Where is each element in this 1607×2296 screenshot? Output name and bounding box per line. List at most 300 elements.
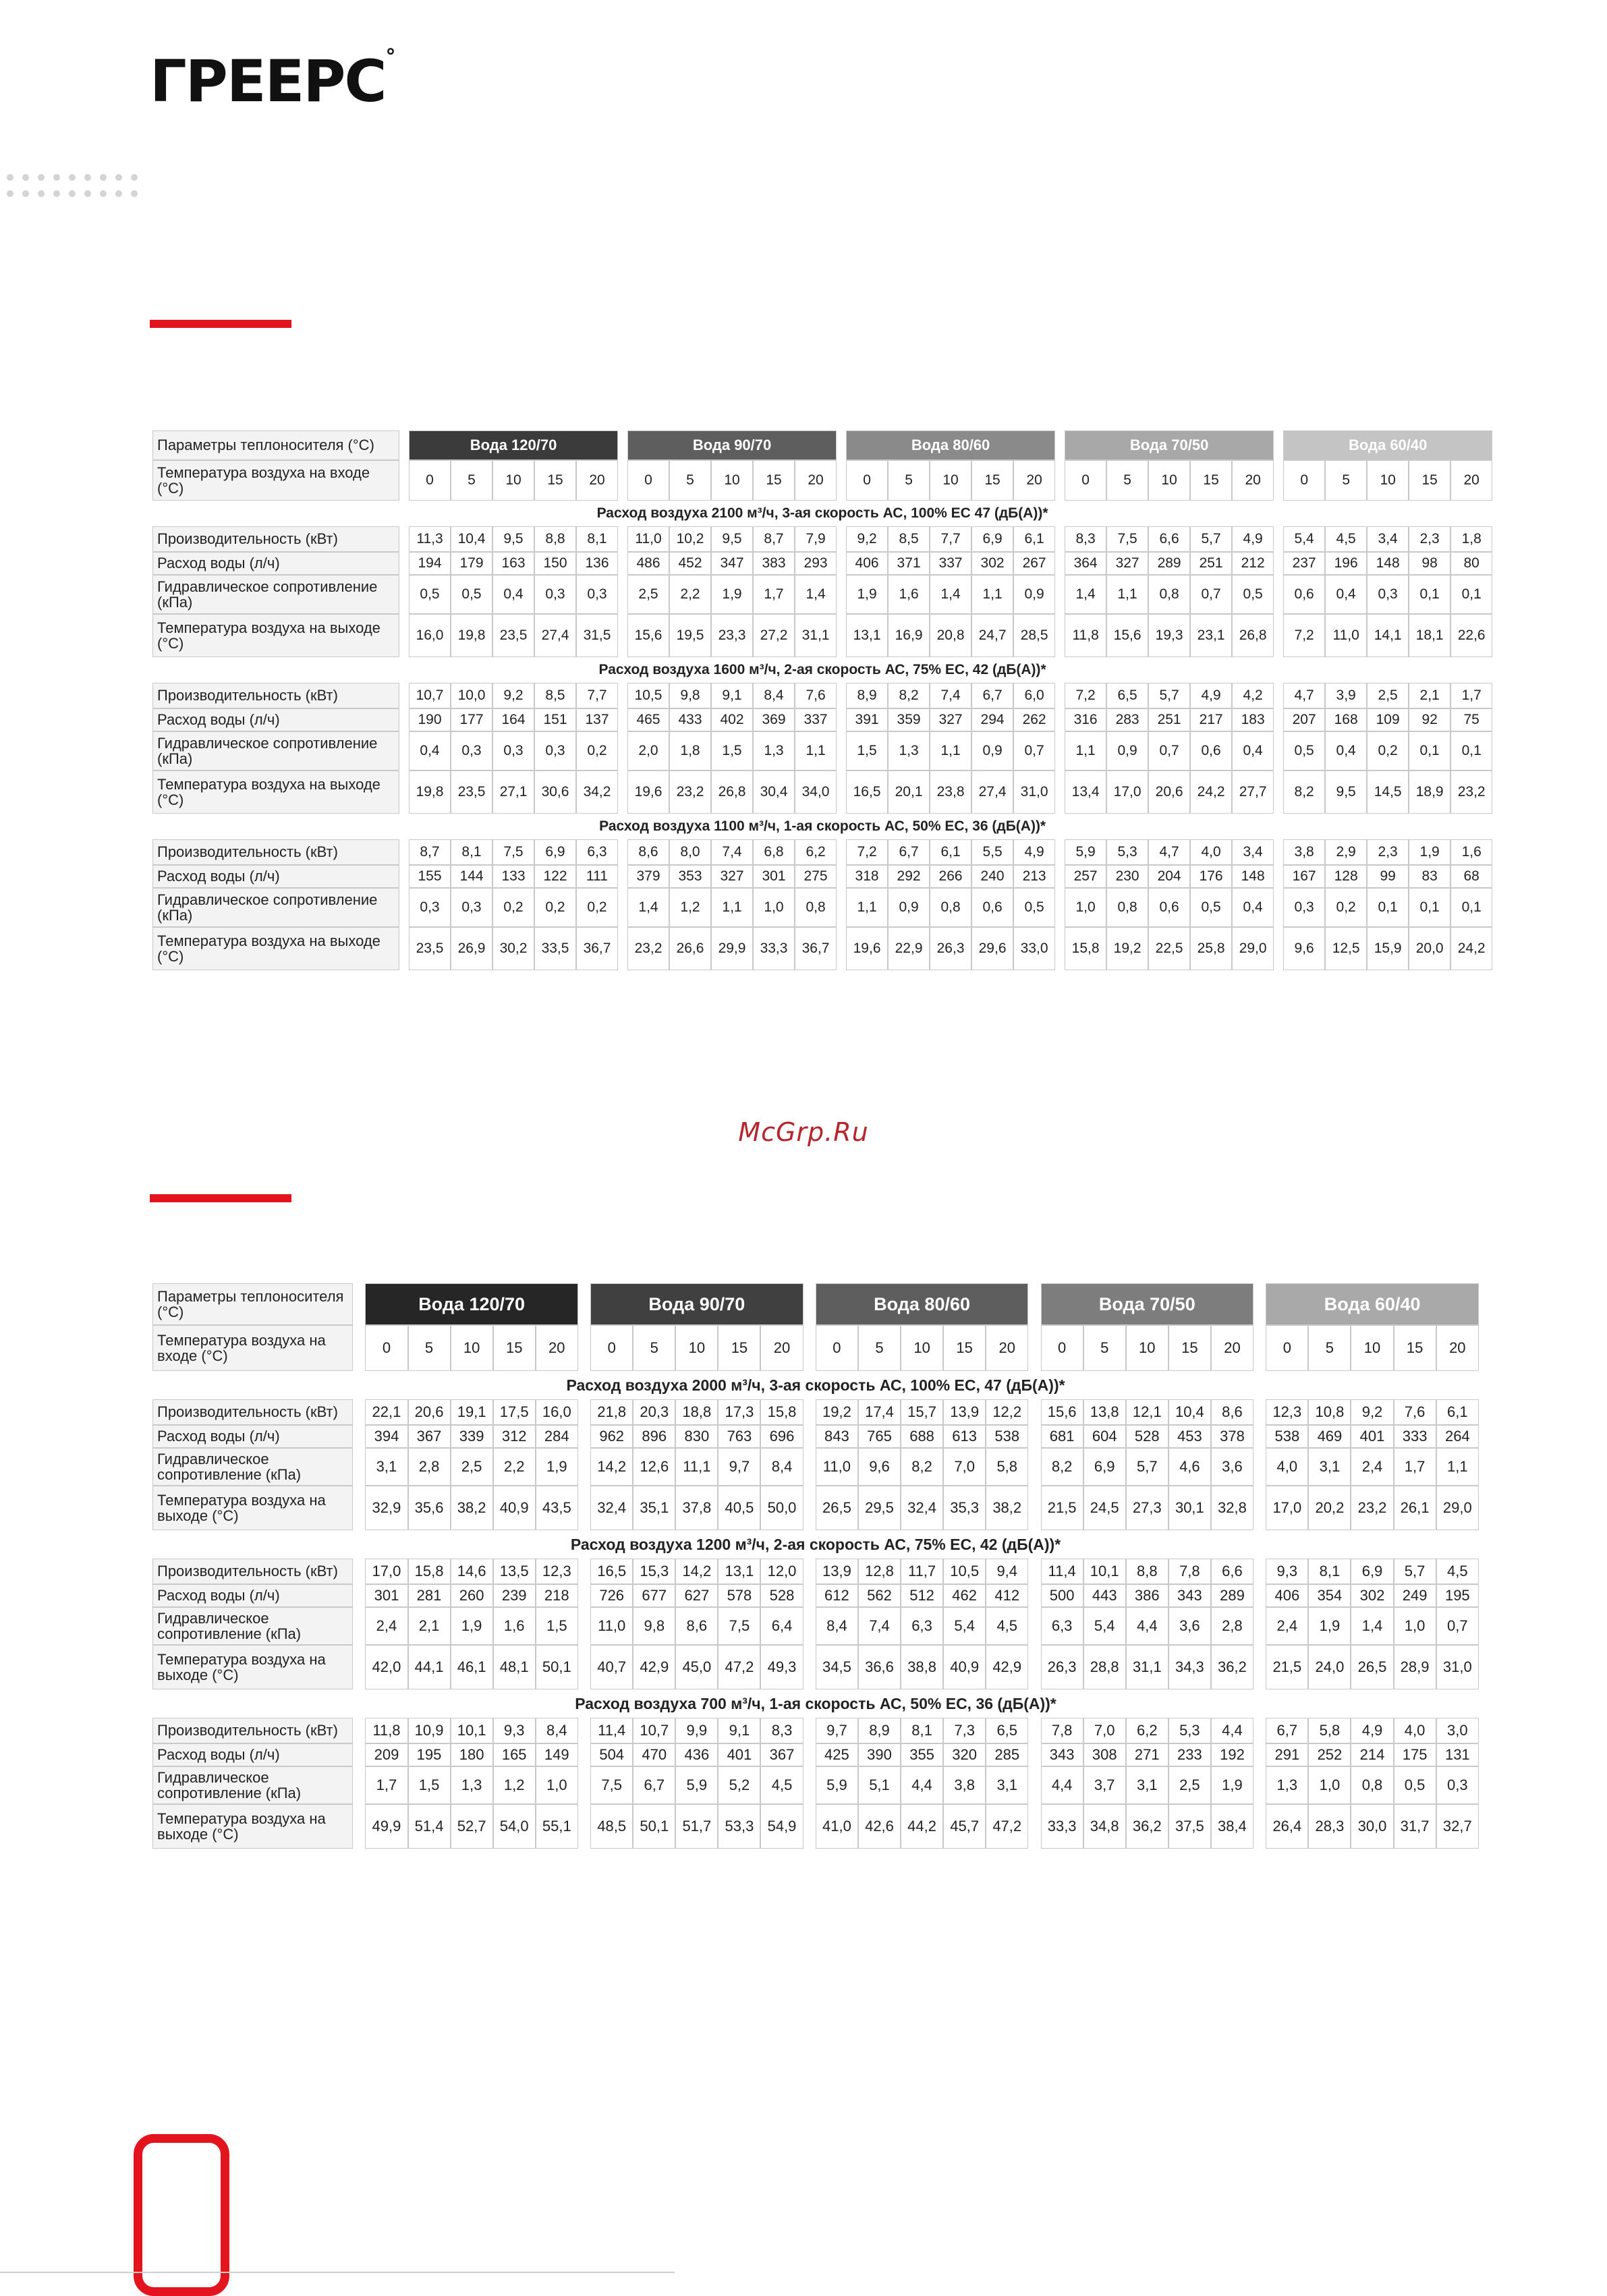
table-cell: 0,3 [1283,888,1325,927]
table-cell: 4,0 [1266,1448,1308,1486]
table-cell: 5,1 [858,1766,901,1804]
header-row [152,1283,1479,1325]
table-cell: 266 [930,865,971,888]
table-cell: 16,0 [536,1399,578,1425]
table-cell: 26,9 [451,927,492,970]
table-cell: 8,6 [675,1607,718,1645]
table-cell: 4,7 [1148,839,1190,865]
table-cell: 11,3 [409,526,451,552]
table-cell: 896 [633,1425,675,1448]
table-cell: 267 [1013,552,1055,575]
table-row [152,614,1492,657]
table-cell: 1,9 [1308,1607,1351,1645]
table-cell: 318 [846,865,888,888]
table-cell: 4,4 [1041,1766,1083,1804]
table-cell: 15,7 [901,1399,943,1425]
table-cell: 10,4 [1168,1399,1211,1425]
table-row [152,1743,1479,1766]
table-cell: 3,8 [943,1766,986,1804]
table-cell: 19,8 [451,614,492,657]
table-cell: 1,8 [1450,526,1492,552]
table-cell: 92 [1409,708,1450,731]
table-cell: 27,3 [1126,1486,1168,1530]
table-cell: 164 [492,708,534,731]
row-label: Температура воздуха на выходе (°C) [152,771,399,814]
brand-logo-degree: ° [385,45,395,69]
row-label: Производительность (кВт) [152,526,399,552]
airflow-section-title: Расход воздуха 2100 м³/ч, 3-ая скорость АС, 100% ЕС 47 (дБ(А))* [152,501,1492,526]
table-cell: 390 [858,1743,901,1766]
table-cell: 1,0 [1065,888,1106,927]
table-cell: 386 [1126,1584,1168,1607]
table-cell: 7,2 [1065,683,1106,708]
table-cell: 42,9 [986,1645,1028,1689]
table-cell: 38,2 [986,1486,1028,1530]
inlet-temp-value: 0 [1065,460,1106,501]
inlet-temp-value: 0 [590,1325,633,1371]
table-cell: 538 [986,1425,1028,1448]
table-cell: 23,5 [492,614,534,657]
row-label: Расход воды (л/ч) [152,552,399,575]
table-cell: 7,4 [711,839,753,865]
table-cell: 10,7 [409,683,451,708]
watermark: McGrp.Ru [738,1117,869,1147]
table-cell: 32,8 [1211,1486,1253,1530]
table-cell: 688 [901,1425,943,1448]
table-cell: 355 [901,1743,943,1766]
water-group-header: Вода 90/70 [627,430,837,460]
table-cell: 24,5 [1083,1486,1126,1530]
table-cell: 612 [816,1584,858,1607]
table-cell: 148 [1232,865,1274,888]
table-cell: 6,3 [1041,1607,1083,1645]
table-cell: 402 [711,708,753,731]
row-label: Температура воздуха на выходе (°C) [152,1645,353,1689]
table-cell: 316 [1065,708,1106,731]
table-cell: 302 [971,552,1013,575]
table-cell: 9,2 [1351,1399,1393,1425]
table-cell: 275 [795,865,837,888]
table-cell: 42,9 [633,1645,675,1689]
table-cell: 327 [930,708,971,731]
table-cell: 0,1 [1409,731,1450,771]
airflow-section-row [152,1371,1479,1399]
table-cell: 21,5 [1266,1645,1308,1689]
table-cell: 1,9 [1409,839,1450,865]
section-accent-bar [150,1194,291,1202]
table-cell: 26,5 [1351,1645,1393,1689]
table-cell: 168 [1325,708,1367,731]
table-cell: 49,9 [365,1804,407,1849]
inlet-temp-value: 5 [633,1325,675,1371]
table-cell: 8,8 [534,526,576,552]
table-cell: 264 [1436,1425,1479,1448]
table-cell: 10,8 [1308,1399,1351,1425]
inlet-temp-value: 20 [795,460,837,501]
inlet-temp-value: 5 [1106,460,1148,501]
table-cell: 0,3 [534,575,576,614]
table-cell: 11,0 [627,526,669,552]
table-cell: 26,1 [1394,1486,1436,1530]
table-row [152,526,1492,552]
table-cell: 8,1 [451,839,492,865]
table-cell: 36,2 [1211,1645,1253,1689]
table-cell: 23,2 [1351,1486,1393,1530]
table-cell: 217 [1190,708,1232,731]
table-cell: 0,7 [1436,1607,1479,1645]
table-cell: 55,1 [536,1804,578,1849]
table-cell: 1,9 [536,1448,578,1486]
table-cell: 218 [536,1584,578,1607]
table-cell: 1,4 [1351,1607,1393,1645]
table-cell: 19,3 [1148,614,1190,657]
table-cell: 4,0 [1394,1718,1436,1743]
table-cell: 10,1 [451,1718,493,1743]
table-cell: 469 [1308,1425,1351,1448]
table-cell: 18,9 [1409,771,1450,814]
table-cell: 8,3 [1065,526,1106,552]
table-cell: 353 [669,865,711,888]
table-cell: 371 [888,552,930,575]
table-cell: 0,4 [1325,575,1367,614]
table-cell: 20,0 [1409,927,1450,970]
table-cell: 0,8 [1106,888,1148,927]
table-cell: 367 [760,1743,803,1766]
table-cell: 7,2 [1283,614,1325,657]
table-cell: 4,5 [986,1607,1028,1645]
table-cell: 8,4 [536,1718,578,1743]
table-cell: 1,9 [451,1607,493,1645]
table-cell: 44,2 [901,1804,943,1849]
table-cell: 7,6 [795,683,837,708]
table-cell: 12,3 [536,1559,578,1584]
table-cell: 11,0 [816,1448,858,1486]
table-cell: 192 [1211,1743,1253,1766]
table-cell: 0,6 [1283,575,1325,614]
table-cell: 1,5 [536,1607,578,1645]
inlet-temp-value: 0 [627,460,669,501]
table-cell: 35,6 [408,1486,451,1530]
table-cell: 15,3 [633,1559,675,1584]
inlet-temp-value: 10 [1367,460,1409,501]
table-cell: 5,4 [943,1607,986,1645]
table-cell: 0,3 [451,731,492,771]
table-cell: 0,9 [1013,575,1055,614]
table-cell: 24,0 [1308,1645,1351,1689]
row-label: Гидравлическое сопротивление (кПа) [152,731,399,771]
table-cell: 163 [492,552,534,575]
table-row [152,575,1492,614]
table-cell: 327 [711,865,753,888]
table-cell: 54,9 [760,1804,803,1849]
table-cell: 22,6 [1450,614,1492,657]
inlet-temp-value: 15 [1190,460,1232,501]
table-cell: 33,3 [753,927,795,970]
table-cell: 1,1 [1436,1448,1479,1486]
table-cell: 13,1 [846,614,888,657]
table-cell: 183 [1232,708,1274,731]
row-label: Температура воздуха на выходе (°C) [152,1804,353,1849]
table-cell: 2,8 [1211,1607,1253,1645]
table-cell: 14,1 [1367,614,1409,657]
table-cell: 0,2 [576,888,618,927]
table-cell: 10,4 [451,526,492,552]
table-cell: 0,3 [451,888,492,927]
table-cell: 1,4 [795,575,837,614]
table-cell: 3,4 [1232,839,1274,865]
table-cell: 7,5 [492,839,534,865]
table-cell: 0,7 [1148,731,1190,771]
airflow-section-title: Расход воздуха 700 м³/ч, 1-ая скорость АС, 50% ЕС, 36 (дБ(А))* [152,1689,1479,1718]
table-cell: 23,3 [711,614,753,657]
inlet-temp-value: 5 [408,1325,451,1371]
table-cell: 425 [816,1743,858,1766]
table-cell: 19,5 [669,614,711,657]
table-cell: 8,2 [901,1448,943,1486]
table-cell: 6,9 [1083,1448,1126,1486]
table-cell: 538 [1266,1425,1308,1448]
table-cell: 38,2 [451,1486,493,1530]
table-row [152,771,1492,814]
table-cell: 19,6 [627,771,669,814]
inlet-temp-value: 15 [971,460,1013,501]
table-cell: 7,0 [1083,1718,1126,1743]
table-cell: 7,9 [795,526,837,552]
table-cell: 11,8 [1065,614,1106,657]
table-cell: 23,2 [627,927,669,970]
table-cell: 681 [1041,1425,1083,1448]
table-cell: 4,4 [1211,1718,1253,1743]
table-cell: 2,5 [1168,1766,1211,1804]
table-cell: 677 [633,1584,675,1607]
table-cell: 1,2 [493,1766,536,1804]
inlet-temp-value: 15 [1394,1325,1436,1371]
table-cell: 10,5 [943,1559,986,1584]
table-cell: 17,0 [1266,1486,1308,1530]
table-cell: 9,6 [858,1448,901,1486]
table-cell: 3,7 [1083,1766,1126,1804]
table-cell: 7,2 [846,839,888,865]
table-cell: 0,5 [451,575,492,614]
table-cell: 0,5 [1232,575,1274,614]
table-cell: 339 [451,1425,493,1448]
table-cell: 32,7 [1436,1804,1479,1849]
table-cell: 212 [1232,552,1274,575]
table-cell: 406 [1266,1584,1308,1607]
table-cell: 5,5 [971,839,1013,865]
table-cell: 11,4 [590,1718,633,1743]
table-cell: 40,9 [943,1645,986,1689]
table-cell: 41,0 [816,1804,858,1849]
table-cell: 1,1 [711,888,753,927]
table-cell: 28,9 [1394,1645,1436,1689]
table-cell: 9,6 [1283,927,1325,970]
inlet-temp-value: 0 [846,460,888,501]
table-cell: 1,1 [1106,575,1148,614]
table-cell: 3,6 [1168,1607,1211,1645]
table-cell: 0,5 [1394,1766,1436,1804]
table-cell: 6,7 [633,1766,675,1804]
table-cell: 8,1 [1308,1559,1351,1584]
table-cell: 251 [1190,552,1232,575]
inlet-temp-value: 5 [1325,460,1367,501]
table-cell: 271 [1126,1743,1168,1766]
table-cell: 289 [1148,552,1190,575]
water-group-header: Вода 60/40 [1283,430,1492,460]
table-cell: 8,2 [1283,771,1325,814]
table-cell: 30,1 [1168,1486,1211,1530]
table-cell: 0,6 [971,888,1013,927]
table-cell: 14,2 [590,1448,633,1486]
table-cell: 6,3 [576,839,618,865]
table-cell: 137 [576,708,618,731]
inlet-temp-value: 0 [1266,1325,1308,1371]
table-cell: 8,9 [858,1718,901,1743]
table-cell: 465 [627,708,669,731]
table-cell: 284 [536,1425,578,1448]
table-cell: 1,7 [753,575,795,614]
table-cell: 0,7 [1013,731,1055,771]
table-cell: 1,0 [1308,1766,1351,1804]
table-cell: 42,0 [365,1645,407,1689]
row-label: Производительность (кВт) [152,1559,353,1584]
table-cell: 8,7 [753,526,795,552]
inlet-temp-value: 0 [816,1325,858,1371]
table-cell: 239 [493,1584,536,1607]
inlet-temp-value: 10 [930,460,971,501]
table-cell: 33,3 [1041,1804,1083,1849]
table-cell: 13,8 [1083,1399,1126,1425]
water-group-header: Вода 80/60 [816,1283,1028,1325]
table-cell: 6,1 [930,839,971,865]
table-cell: 9,5 [1325,771,1367,814]
table-cell: 470 [633,1743,675,1766]
table-cell: 233 [1168,1743,1211,1766]
table-cell: 21,5 [1041,1486,1083,1530]
table-cell: 11,8 [365,1718,407,1743]
table-cell: 383 [753,552,795,575]
table-cell: 109 [1367,708,1409,731]
table-cell: 0,2 [576,731,618,771]
table-cell: 31,0 [1436,1645,1479,1689]
table-cell: 528 [760,1584,803,1607]
water-group-header: Вода 90/70 [590,1283,803,1325]
table-cell: 0,4 [409,731,451,771]
table-cell: 0,2 [534,888,576,927]
table-cell: 1,5 [846,731,888,771]
table-cell: 25,8 [1190,927,1232,970]
table-cell: 15,8 [760,1399,803,1425]
table-cell: 19,6 [846,927,888,970]
brand-logo-text: ГРЕЕРС [150,48,386,115]
table-cell: 4,9 [1190,683,1232,708]
table-cell: 13,4 [1065,771,1106,814]
table-cell: 16,9 [888,614,930,657]
table-cell: 512 [901,1584,943,1607]
table-cell: 0,6 [1148,888,1190,927]
table-cell: 9,2 [492,683,534,708]
table-cell: 9,7 [718,1448,760,1486]
table-row [152,1607,1479,1645]
table-cell: 8,5 [888,526,930,552]
table-cell: 37,8 [675,1486,718,1530]
inlet-temp-value: 20 [1211,1325,1253,1371]
table-cell: 28,3 [1308,1804,1351,1849]
table-cell: 136 [576,552,618,575]
table-cell: 23,5 [409,927,451,970]
inlet-temp-value: 5 [1308,1325,1351,1371]
table-cell: 151 [534,708,576,731]
row-label: Производительность (кВт) [152,1399,353,1425]
table-cell: 19,2 [816,1399,858,1425]
table-cell: 0,8 [1148,575,1190,614]
airflow-section-row [152,1530,1479,1559]
table-cell: 31,5 [576,614,618,657]
table-cell: 34,3 [1168,1645,1211,1689]
inlet-temp-value: 0 [1283,460,1325,501]
table-cell: 22,9 [888,927,930,970]
table-cell: 29,0 [1232,927,1274,970]
table-cell: 0,8 [1351,1766,1393,1804]
table-cell: 53,3 [718,1804,760,1849]
table-cell: 401 [718,1743,760,1766]
inlet-temp-value: 5 [1083,1325,1126,1371]
table-cell: 0,4 [1232,888,1274,927]
table-cell: 0,2 [1325,888,1367,927]
table-cell: 36,6 [858,1645,901,1689]
water-group-header: Вода 120/70 [365,1283,577,1325]
table-cell: 149 [536,1743,578,1766]
table-cell: 19,1 [451,1399,493,1425]
table-cell: 0,9 [888,888,930,927]
table-cell: 16,0 [409,614,451,657]
performance-table-1 [152,430,1492,970]
table-cell: 48,5 [590,1804,633,1849]
table-cell: 0,5 [1283,731,1325,771]
table-cell: 8,3 [760,1718,803,1743]
inlet-temp-value: 5 [858,1325,901,1371]
table-cell: 27,4 [534,614,576,657]
table-cell: 2,4 [1266,1607,1308,1645]
table-cell: 1,0 [536,1766,578,1804]
table-cell: 7,5 [590,1766,633,1804]
table-cell: 9,3 [1266,1559,1308,1584]
table-cell: 285 [986,1743,1028,1766]
table-cell: 7,8 [1041,1718,1083,1743]
table-cell: 26,5 [816,1486,858,1530]
row-label: Расход воды (л/ч) [152,708,399,731]
table-cell: 0,7 [1190,575,1232,614]
airflow-section-row [152,1689,1479,1718]
inlet-temp-value: 0 [365,1325,407,1371]
inlet-temp-value: 20 [986,1325,1028,1371]
table-cell: 0,3 [492,731,534,771]
table-cell: 6,7 [888,839,930,865]
table-cell: 5,2 [718,1766,760,1804]
table-cell: 27,1 [492,771,534,814]
table-cell: 252 [1308,1743,1351,1766]
table-cell: 45,0 [675,1645,718,1689]
table-row [152,1804,1479,1849]
water-group-header: Вода 70/50 [1041,1283,1253,1325]
table-cell: 17,0 [1106,771,1148,814]
table-cell: 257 [1065,865,1106,888]
table-cell: 150 [534,552,576,575]
table-cell: 453 [1168,1425,1211,1448]
table-cell: 133 [492,865,534,888]
table-cell: 10,5 [627,683,669,708]
table-cell: 31,1 [795,614,837,657]
